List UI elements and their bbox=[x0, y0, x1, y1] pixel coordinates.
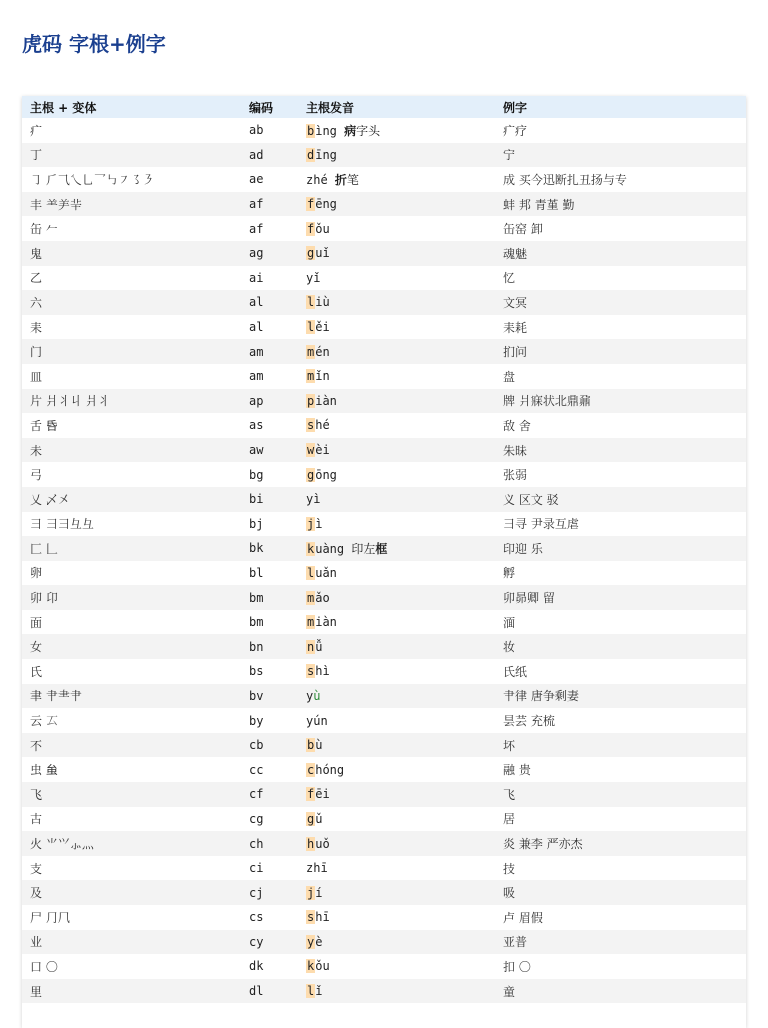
examples-cell: 扣 〇 bbox=[503, 959, 531, 974]
examples-cell: 童 bbox=[495, 979, 746, 1004]
table-body bbox=[22, 118, 746, 1028]
table-row bbox=[22, 216, 746, 241]
pronunciation-text: í bbox=[315, 885, 323, 900]
code-letter-highlight: m bbox=[307, 344, 315, 359]
pronunciation-text: hī bbox=[315, 910, 330, 925]
pronunciation-text: zhé bbox=[306, 172, 335, 187]
code-letter-highlight: c bbox=[307, 762, 315, 777]
table-row bbox=[22, 143, 746, 168]
examples-cell: 居 bbox=[503, 812, 516, 827]
table-row bbox=[22, 610, 746, 635]
root-cell: 卵 bbox=[30, 566, 43, 581]
root-cell: 古 bbox=[30, 812, 43, 827]
examples-cell: 蚌 邦 青堇 勤 bbox=[495, 192, 746, 217]
root-cell: 虫 𧈧 bbox=[30, 763, 58, 778]
root-cell: 耒 bbox=[30, 320, 43, 335]
code-cell: dk bbox=[249, 959, 264, 974]
pronunciation-text: ǔ bbox=[315, 811, 323, 826]
pronunciation-cell bbox=[298, 315, 495, 340]
code-cell: bl bbox=[249, 565, 264, 580]
pronunciation-text: iù bbox=[315, 295, 330, 310]
pronunciation-cell bbox=[298, 266, 495, 291]
examples-cell: 炎 兼李 严亦杰 bbox=[495, 831, 746, 856]
pronunciation-text: yì bbox=[306, 492, 321, 507]
pronunciation-cell bbox=[298, 585, 495, 610]
table-row bbox=[22, 192, 746, 217]
code-cell bbox=[241, 1003, 298, 1028]
pronunciation-cell bbox=[298, 462, 495, 487]
code-cell: cy bbox=[241, 930, 298, 955]
pronunciation-text: è bbox=[315, 934, 323, 949]
code-cell: bv bbox=[241, 684, 298, 709]
root-table bbox=[22, 96, 746, 1028]
pronunciation-cell bbox=[298, 905, 495, 930]
code-letter-highlight: b bbox=[307, 738, 315, 753]
pronunciation-text: zhī bbox=[306, 861, 328, 876]
code-letter-highlight: j bbox=[307, 885, 315, 900]
pronunciation-text: ōng bbox=[315, 467, 337, 482]
examples-cell: 敌 舍 bbox=[503, 418, 531, 433]
code-cell: bn bbox=[241, 634, 298, 659]
pronunciation-text: 折 bbox=[334, 172, 347, 187]
pronunciation-text: uǐ bbox=[315, 246, 330, 261]
examples-cell: 文冥 bbox=[495, 290, 746, 315]
code-letter-highlight: s bbox=[307, 418, 315, 433]
code-cell: ad bbox=[241, 143, 298, 168]
table-row bbox=[22, 634, 746, 659]
header-examples: 例字 bbox=[495, 96, 746, 118]
code-cell: cc bbox=[249, 762, 264, 777]
root-cell: 乙 bbox=[30, 271, 43, 286]
pronunciation-cell bbox=[298, 118, 495, 143]
examples-cell: 义 区文 驳 bbox=[495, 487, 746, 512]
code-cell: dl bbox=[241, 979, 298, 1004]
header-code: 编码 bbox=[241, 96, 298, 118]
code-cell: bj bbox=[249, 516, 264, 531]
table-row bbox=[22, 462, 746, 487]
code-cell: al bbox=[249, 320, 264, 335]
root-cell: 皿 bbox=[30, 369, 43, 384]
root-cell: 舌 𠯑 bbox=[30, 418, 58, 433]
table-row bbox=[22, 930, 746, 955]
table-row bbox=[22, 364, 746, 389]
pronunciation-text: iàn bbox=[315, 393, 337, 408]
table-row bbox=[22, 536, 746, 561]
examples-cell: 宁 bbox=[495, 143, 746, 168]
pronunciation-cell bbox=[298, 143, 495, 168]
root-cell: 未 bbox=[22, 438, 241, 463]
pronunciation-text: hì bbox=[315, 664, 330, 679]
code-cell: cj bbox=[241, 880, 298, 905]
examples-cell: 盘 bbox=[503, 369, 516, 384]
examples-cell: 肀律 唐争剩妻 bbox=[495, 684, 746, 709]
pronunciation-cell bbox=[298, 684, 495, 709]
root-cell: 不 bbox=[22, 733, 241, 758]
root-cell: 缶 𠂉 bbox=[30, 222, 58, 237]
table-row bbox=[22, 954, 746, 979]
table-row bbox=[22, 487, 746, 512]
table-row bbox=[22, 413, 746, 438]
root-cell: 氏 bbox=[30, 664, 43, 679]
examples-cell: 印迎 乐 bbox=[495, 536, 746, 561]
pronunciation-cell bbox=[298, 757, 495, 782]
pronunciation-cell bbox=[298, 536, 495, 561]
pronunciation-text: ì bbox=[315, 516, 323, 531]
pronunciation-cell bbox=[298, 216, 495, 241]
pronunciation-text: ěi bbox=[315, 320, 330, 335]
code-letter-highlight: g bbox=[307, 246, 315, 261]
code-letter-highlight: h bbox=[307, 836, 315, 851]
examples-cell: 妆 bbox=[495, 634, 746, 659]
root-cell: 彐 彐⺕彑⺔ bbox=[30, 517, 94, 532]
table-row bbox=[22, 438, 746, 463]
code-letter-highlight: f bbox=[307, 221, 315, 236]
code-letter-highlight: m bbox=[307, 369, 315, 384]
pronunciation-text: uǎn bbox=[315, 565, 337, 580]
root-cell: 女 bbox=[22, 634, 241, 659]
table-row bbox=[22, 905, 746, 930]
table-row bbox=[22, 118, 746, 143]
table-row bbox=[22, 339, 746, 364]
code-cell: am bbox=[249, 369, 264, 384]
code-letter-highlight: l bbox=[307, 295, 315, 310]
examples-cell: 技 bbox=[503, 861, 516, 876]
pronunciation-cell bbox=[298, 634, 495, 659]
code-letter-highlight: l bbox=[307, 565, 315, 580]
pronunciation-text: 字头 bbox=[356, 123, 381, 138]
examples-cell bbox=[495, 1003, 746, 1028]
code-letter-highlight: s bbox=[307, 664, 315, 679]
pronunciation-text: yún bbox=[306, 713, 328, 728]
table-row bbox=[22, 561, 746, 586]
table-row bbox=[22, 979, 746, 1004]
examples-cell: 魂魅 bbox=[495, 241, 746, 266]
pronunciation-cell bbox=[298, 438, 495, 463]
pronunciation-text: én bbox=[315, 344, 330, 359]
pronunciation-cell bbox=[298, 930, 495, 955]
pronunciation-text: 病 bbox=[344, 123, 357, 138]
pronunciation-cell bbox=[298, 364, 495, 389]
table-row bbox=[22, 659, 746, 684]
root-cell: 卯 卬 bbox=[22, 585, 241, 610]
code-letter-highlight: f bbox=[307, 197, 315, 212]
code-letter-highlight: b bbox=[307, 123, 315, 138]
pronunciation-cell bbox=[298, 733, 495, 758]
examples-cell: 牌 爿寐状北鼎鼐 bbox=[495, 389, 746, 414]
pronunciation-text: īng bbox=[315, 147, 337, 162]
pronunciation-text: ǎo bbox=[315, 590, 330, 605]
code-cell: by bbox=[249, 713, 264, 728]
root-cell: 面 bbox=[30, 615, 43, 630]
root-cell: 支 bbox=[30, 861, 43, 876]
pronunciation-cell bbox=[298, 782, 495, 807]
code-letter-highlight: n bbox=[307, 639, 315, 654]
pronunciation-cell bbox=[298, 290, 495, 315]
code-letter-highlight: m bbox=[307, 590, 315, 605]
pronunciation-text: uàng 印左 bbox=[315, 541, 376, 556]
pronunciation-text: èi bbox=[315, 443, 330, 458]
pronunciation-text: ēng bbox=[315, 197, 337, 212]
code-letter-highlight: k bbox=[307, 541, 315, 556]
code-cell: cf bbox=[241, 782, 298, 807]
code-letter-highlight: k bbox=[307, 959, 315, 974]
pronunciation-cell bbox=[298, 389, 495, 414]
examples-cell: 湎 bbox=[503, 615, 516, 630]
code-cell: ab bbox=[249, 123, 264, 138]
table-row bbox=[22, 315, 746, 340]
pronunciation-cell bbox=[298, 708, 495, 733]
table-row bbox=[22, 831, 746, 856]
root-cell: 尸 ⺆⺇ bbox=[30, 910, 70, 925]
pronunciation-text: 笔 bbox=[346, 172, 359, 187]
pronunciation-text: y bbox=[306, 688, 314, 703]
table-row bbox=[22, 782, 746, 807]
code-cell: cb bbox=[241, 733, 298, 758]
examples-cell: 飞 bbox=[495, 782, 746, 807]
table-row bbox=[22, 1003, 746, 1028]
examples-cell: 卢 眉假 bbox=[503, 910, 543, 925]
pronunciation-text: ǒu bbox=[315, 959, 330, 974]
pronunciation-cell bbox=[298, 1003, 495, 1028]
root-cell: 弓 bbox=[30, 468, 43, 483]
code-letter-highlight: s bbox=[307, 910, 315, 925]
table-row bbox=[22, 807, 746, 832]
code-cell: cs bbox=[249, 910, 264, 925]
pronunciation-text: ǒu bbox=[315, 221, 330, 236]
examples-cell: 吸 bbox=[495, 880, 746, 905]
code-cell: bm bbox=[249, 615, 264, 630]
code-cell: bs bbox=[249, 664, 264, 679]
code-cell: cg bbox=[249, 811, 264, 826]
code-letter-highlight: y bbox=[307, 934, 315, 949]
table-row bbox=[22, 512, 746, 537]
code-letter-highlight: g bbox=[307, 811, 315, 826]
pronunciation-text: ǚ bbox=[315, 639, 323, 654]
code-cell: ai bbox=[249, 270, 264, 285]
pronunciation-text: ù bbox=[315, 738, 323, 753]
examples-cell: 坏 bbox=[495, 733, 746, 758]
root-cell: 业 bbox=[22, 930, 241, 955]
root-cell: 及 bbox=[22, 880, 241, 905]
code-letter-highlight: m bbox=[307, 615, 315, 630]
code-cell: bi bbox=[241, 487, 298, 512]
examples-cell: 忆 bbox=[503, 271, 516, 286]
table-header bbox=[22, 96, 746, 118]
code-letter-highlight: l bbox=[307, 984, 315, 999]
pronunciation-text: ìng bbox=[315, 123, 345, 138]
table-row bbox=[22, 266, 746, 291]
root-cell: 匚 𠃊 bbox=[22, 536, 241, 561]
root-cell: 飞 bbox=[22, 782, 241, 807]
table-row bbox=[22, 241, 746, 266]
code-letter-highlight: w bbox=[307, 443, 315, 458]
pronunciation-cell bbox=[298, 241, 495, 266]
pronunciation-text: ǐ bbox=[315, 984, 323, 999]
pronunciation-text: ǐn bbox=[315, 369, 330, 384]
code-letter-highlight: f bbox=[307, 787, 315, 802]
root-cell: 片 爿丬丩 爿丬 bbox=[22, 389, 241, 414]
pronunciation-cell bbox=[298, 192, 495, 217]
code-cell: bk bbox=[241, 536, 298, 561]
pronunciation-cell bbox=[298, 610, 495, 635]
pronunciation-cell bbox=[298, 880, 495, 905]
header-pronunciation: 主根发音 bbox=[298, 96, 495, 118]
code-cell: ae bbox=[249, 172, 264, 187]
root-cell: 口 〇 bbox=[30, 959, 58, 974]
root-table-container bbox=[22, 96, 746, 1028]
table-row bbox=[22, 856, 746, 881]
pronunciation-text: 框 bbox=[375, 541, 388, 556]
table-row bbox=[22, 585, 746, 610]
table-row bbox=[22, 290, 746, 315]
examples-cell: 张弱 bbox=[503, 468, 528, 483]
pronunciation-cell bbox=[298, 413, 495, 438]
examples-cell: 扪问 bbox=[495, 339, 746, 364]
root-cell bbox=[22, 1003, 241, 1028]
examples-cell: 卯昴卿 留 bbox=[495, 585, 746, 610]
pronunciation-cell bbox=[298, 807, 495, 832]
table-row bbox=[22, 708, 746, 733]
header-root: 主根 + 变体 bbox=[22, 96, 241, 118]
pronunciation-text: yǐ bbox=[306, 270, 321, 285]
code-cell: am bbox=[241, 339, 298, 364]
examples-cell: 昙芸 充梳 bbox=[503, 714, 555, 729]
table-row bbox=[22, 684, 746, 709]
root-cell: 里 bbox=[22, 979, 241, 1004]
pronunciation-text: iàn bbox=[315, 615, 337, 630]
examples-cell: 孵 bbox=[503, 566, 516, 581]
pronunciation-cell bbox=[298, 512, 495, 537]
pronunciation-cell bbox=[298, 954, 495, 979]
examples-cell: 成 买今迅断扎丑扬与专 bbox=[503, 172, 627, 187]
examples-cell: 氏纸 bbox=[503, 664, 528, 679]
root-cell: 丰 ⺷⺶⺸ bbox=[22, 192, 241, 217]
code-letter-highlight: l bbox=[307, 320, 315, 335]
table-row bbox=[22, 880, 746, 905]
code-letter-highlight: j bbox=[307, 516, 315, 531]
root-cell: ㇆ ⺁⺄乀乚乛㇉㇇㇌㇋ bbox=[30, 172, 154, 187]
code-cell: ap bbox=[241, 389, 298, 414]
root-cell: 丁 bbox=[22, 143, 241, 168]
code-cell: al bbox=[241, 290, 298, 315]
code-cell: bm bbox=[241, 585, 298, 610]
pronunciation-text: hóng bbox=[315, 762, 345, 777]
root-cell: 六 bbox=[22, 290, 241, 315]
root-cell: 乂 乄㐅 bbox=[22, 487, 241, 512]
pronunciation-text: uǒ bbox=[315, 836, 330, 851]
code-cell: as bbox=[249, 418, 264, 433]
code-cell: ch bbox=[241, 831, 298, 856]
pronunciation-text: hé bbox=[315, 418, 330, 433]
root-cell: 云 𠫔 bbox=[30, 714, 58, 729]
pronunciation-cell bbox=[298, 561, 495, 586]
root-cell: 鬼 bbox=[22, 241, 241, 266]
examples-cell: 亚普 bbox=[495, 930, 746, 955]
code-letter-highlight: g bbox=[307, 467, 315, 482]
code-letter-highlight: p bbox=[307, 393, 315, 408]
examples-cell: 彐寻 尹录互虐 bbox=[503, 517, 579, 532]
pronunciation-cell bbox=[298, 856, 495, 881]
table-row bbox=[22, 167, 746, 192]
root-cell: 火 ⺌⺍⺗灬 bbox=[22, 831, 241, 856]
code-letter-highlight: d bbox=[307, 147, 315, 162]
code-cell: ci bbox=[249, 861, 264, 876]
table-row bbox=[22, 757, 746, 782]
code-cell: bg bbox=[249, 467, 264, 482]
code-cell: ag bbox=[241, 241, 298, 266]
code-cell: af bbox=[241, 192, 298, 217]
code-cell: af bbox=[249, 221, 264, 236]
pronunciation-text: ù bbox=[313, 688, 321, 703]
header-row bbox=[22, 96, 746, 118]
examples-cell: 缶窑 卸 bbox=[503, 222, 543, 237]
pronunciation-cell bbox=[298, 831, 495, 856]
pronunciation-cell bbox=[298, 487, 495, 512]
code-cell: aw bbox=[241, 438, 298, 463]
root-cell: 疒 bbox=[30, 123, 43, 138]
examples-cell: 疒疗 bbox=[503, 123, 528, 138]
root-cell: 聿 ⺺⺻⺺ bbox=[22, 684, 241, 709]
examples-cell: 耒耗 bbox=[503, 320, 528, 335]
pronunciation-cell bbox=[298, 979, 495, 1004]
root-cell: 门 bbox=[22, 339, 241, 364]
pronunciation-cell bbox=[298, 167, 495, 192]
pronunciation-cell bbox=[298, 339, 495, 364]
examples-cell: 融 贵 bbox=[503, 763, 531, 778]
page-title: 虎码 字根+例字 bbox=[22, 32, 166, 56]
pronunciation-text: ēi bbox=[315, 787, 330, 802]
table-row bbox=[22, 389, 746, 414]
examples-cell: 朱昧 bbox=[495, 438, 746, 463]
pronunciation-cell bbox=[298, 659, 495, 684]
table-row bbox=[22, 733, 746, 758]
